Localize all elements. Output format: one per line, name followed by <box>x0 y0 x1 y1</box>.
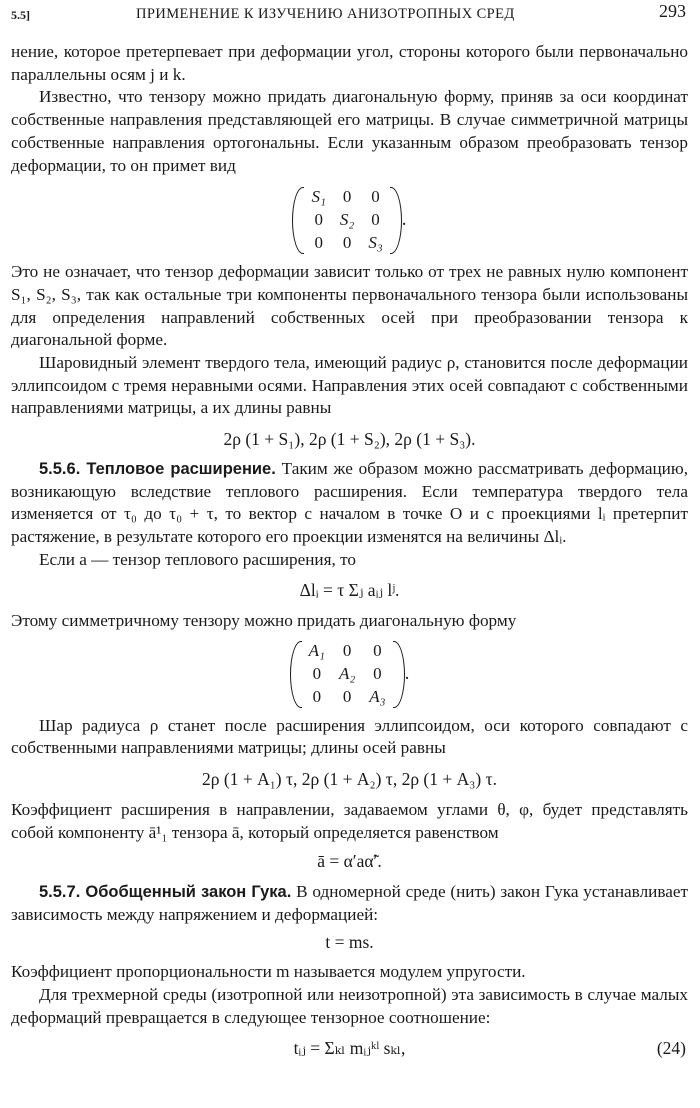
section-heading: 5.5.6. Тепловое расширение. <box>39 459 276 478</box>
paragraph: Коэффициент пропорциональности m называется модулем упругости. <box>11 962 526 982</box>
paragraph: Коэффициент расширения в направлении, задаваемом углами θ, φ, будет представлять собой компоненту ā¹₁ тензора ā, который определяется равенством <box>11 799 688 842</box>
matrix-cell: 0 <box>314 210 323 230</box>
page-number: 293 <box>659 1 686 21</box>
paragraph: Шаровидный элемент твердого тела, имеющий радиус ρ, становится после деформации эллипсоидом с тремя неравными осями. Направления этих осей совпадают с собственными направлениями матрицы, а их длины равны <box>11 353 688 418</box>
left-paren <box>292 187 304 254</box>
matrix-cell: A₂ <box>338 663 356 683</box>
matrix-cell: S₂ <box>339 210 355 230</box>
matrix-period: . <box>404 662 410 684</box>
right-paren <box>393 641 405 708</box>
paragraph: Шар радиуса ρ станет после расширения эллипсоидом, оси которого совпадают с собственными направлениями матрицы; длины осей равны <box>11 715 688 758</box>
matrix-cell: S₃ <box>368 233 383 253</box>
paragraph: Это не означает, что тензор деформации зависит только от трех не равных нулю компонент S₁, S₂, S₃, так как остальные три компоненты первоначального тензора были использованы для определения направлений собственных осей при преобразовании тензора к диагональной форме. <box>11 262 688 350</box>
section-heading: 5.5.7. Обобщенный закон Гука. <box>39 882 292 901</box>
equation-number: (24) <box>656 1038 686 1059</box>
equation-axis-lengths-thermal: 2ρ (1 + A₁) τ, 2ρ (1 + A₂) τ, 2ρ (1 + A₃) τ. <box>202 769 497 790</box>
matrix-cell: 0 <box>373 640 382 660</box>
matrix <box>290 640 405 709</box>
matrix <box>292 186 401 255</box>
section-number: 5.5] <box>11 8 30 22</box>
matrix-cell: 0 <box>371 210 380 230</box>
paragraph: нение, которое претерпевает при деформации угол, стороны которого были первоначально параллельны осям j и k. <box>11 42 688 84</box>
paragraph: Для трехмерной среды (изотропной или неизотропной) эта зависимость в случае малых деформаций превращается в следующее тензорное соотношение: <box>11 984 688 1027</box>
thermal-matrix <box>11 640 688 709</box>
matrix-cell: 0 <box>373 663 382 683</box>
equation-a-bar: ā = α′aα̃′. <box>317 851 382 872</box>
equation-axis-lengths: 2ρ (1 + S₁), 2ρ (1 + S₂), 2ρ (1 + S₃). <box>223 429 476 450</box>
matrix-cell: 0 <box>342 640 352 660</box>
equation-tensor <box>11 1037 688 1060</box>
equation-hooke: t = ms. <box>325 932 374 953</box>
matrix-cell: S₁ <box>311 187 326 207</box>
matrix-cell: 0 <box>371 187 380 207</box>
matrix-cell: 0 <box>342 686 352 706</box>
equation-delta-l: Δlᵢ = τ Σⱼ aᵢⱼ lʲ. <box>299 580 400 601</box>
paragraph: Если a — тензор теплового расширения, то <box>39 549 357 569</box>
matrix-cell: 0 <box>312 663 322 683</box>
matrix-cell: A₁ <box>308 640 325 660</box>
matrix-cell: 0 <box>342 187 352 207</box>
page-body <box>11 41 688 1060</box>
running-title: ПРИМЕНЕНИЕ К ИЗУЧЕНИЮ АНИЗОТРОПНЫХ СРЕД <box>136 6 515 22</box>
page-header <box>11 2 688 24</box>
matrix-cell: 0 <box>342 233 352 253</box>
matrix-cell: 0 <box>314 233 323 253</box>
section-5-5-6 <box>11 458 688 549</box>
matrix-period: . <box>401 209 407 231</box>
section-text: Таким же образом можно рассматривать деформацию, возникающую вследствие теплового расширения. Если температура твердого тела изменяется от τ₀ до τ₀ + τ, то вектор с началом в точке O и с проекциями lᵢ претерпит растяжение, в результате которого его проекции изменятся на величины Δlᵢ. <box>11 458 689 546</box>
matrix-cell: 0 <box>312 686 322 706</box>
paragraph: Этому симметричному тензору можно придать диагональную форму <box>11 611 517 631</box>
left-paren <box>290 641 302 708</box>
equation-text: tᵢⱼ = Σₖₗ mᵢⱼᵏˡ sₖₗ, <box>293 1038 406 1059</box>
section-text: В одномерной среде (нить) закон Гука устанавливает зависимость между напряжением и деформацией: <box>11 881 688 924</box>
paragraph: Известно, что тензору можно придать диагональную форму, приняв за оси координат собственные направления представляющей его матрицы. В случае симметричной матрицы собственные направления ортогональны. Если указанным образом преобразовать тензор деформации, то он примет вид <box>11 87 688 175</box>
strain-matrix <box>11 186 688 255</box>
section-5-5-7 <box>11 881 688 926</box>
matrix-cell: A₃ <box>369 686 386 706</box>
right-paren <box>390 187 402 254</box>
